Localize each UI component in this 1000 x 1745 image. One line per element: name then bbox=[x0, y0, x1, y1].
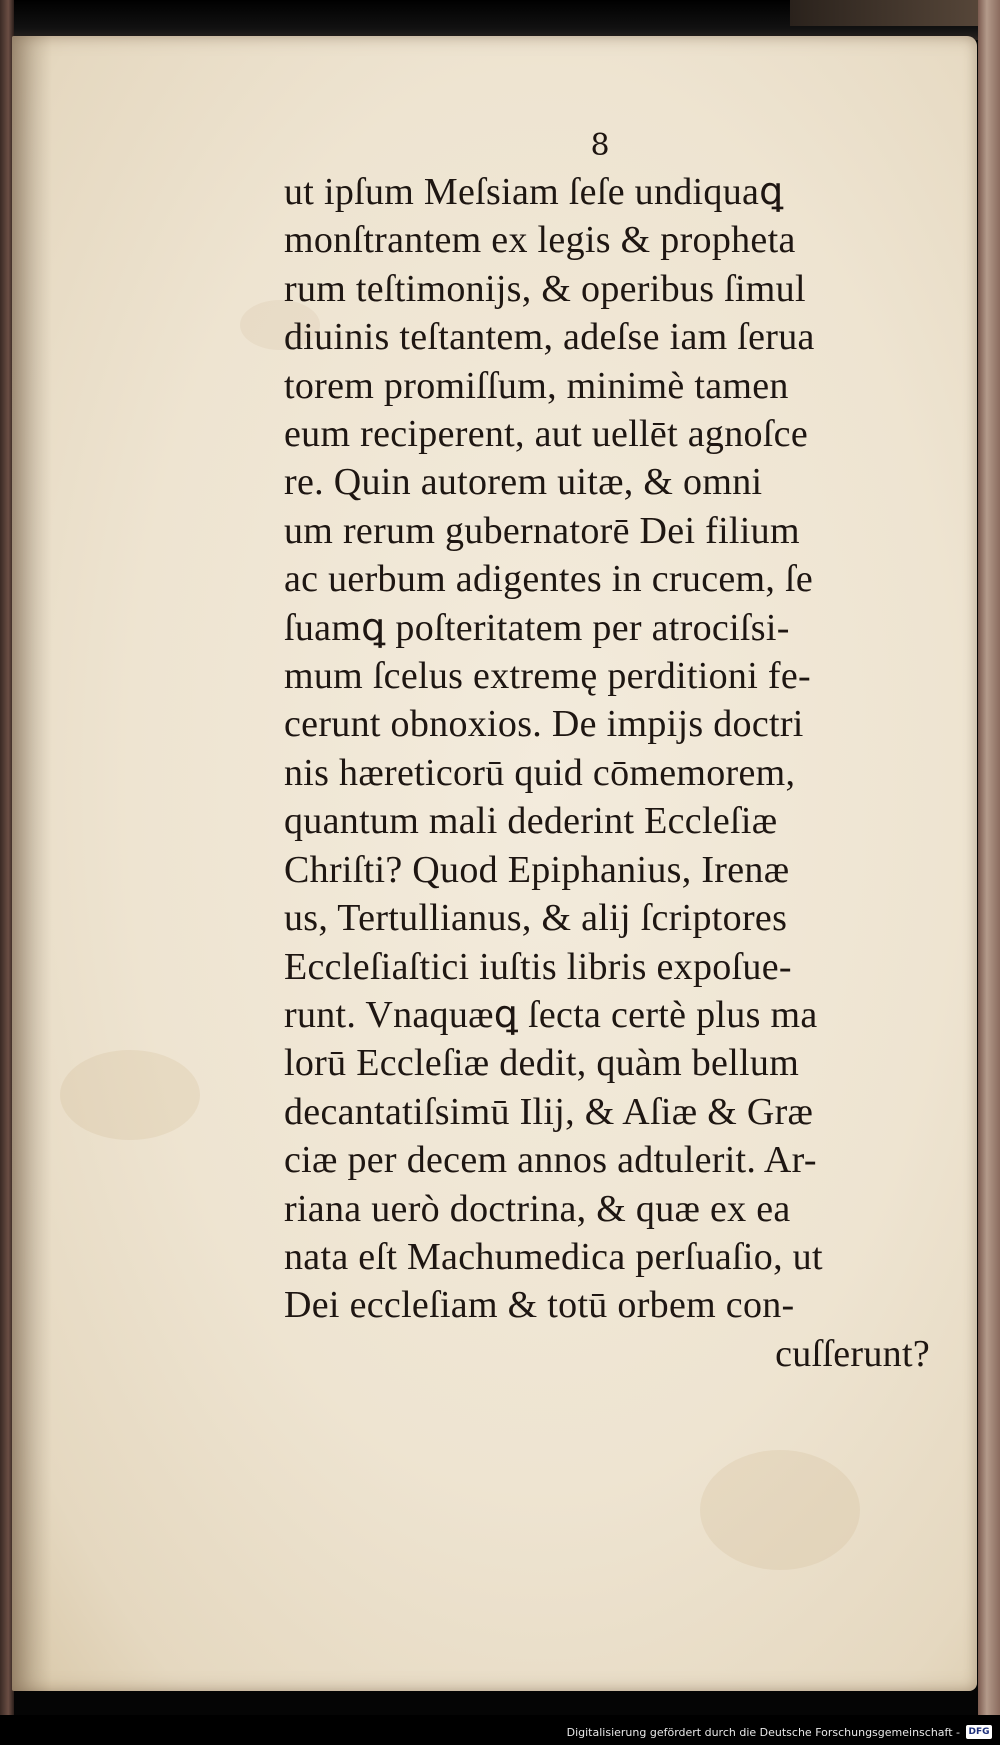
text-line: mum ſcelus extremę perditioni fe- bbox=[284, 655, 811, 698]
text-line: ac uerbum adigentes in crucem, ſe bbox=[284, 558, 814, 601]
text-line-last: cuſſerunt? bbox=[775, 1332, 930, 1375]
text-line: diuinis teſtantem, adeſse iam ſerua bbox=[284, 316, 815, 359]
digitization-credit: Digitalisierung gefördert durch die Deutsche Forschungsgemeinschaft - bbox=[566, 1726, 960, 1739]
text-line: eum reciperent, aut uellēt agnoſce bbox=[284, 413, 808, 456]
text-line: nata eſt Machumedica perſuaſio, ut bbox=[284, 1235, 823, 1278]
book-cover-corner bbox=[790, 0, 1000, 26]
paper-stain bbox=[700, 1450, 860, 1570]
text-line: ut ipſum Meſsiam ſeſe undiquaꝗ bbox=[284, 171, 784, 213]
text-line: re. Quin autorem uitæ, & omni bbox=[284, 461, 763, 504]
text-line: runt. Vnaquæꝗ ſecta certè plus ma bbox=[284, 993, 818, 1036]
text-line: ſuamꝗ poſteritatem per atrociſsi- bbox=[284, 606, 790, 649]
text-line: torem promiſſum, minimè tamen bbox=[284, 364, 789, 407]
text-line: Chriſti? Quod Epiphanius, Irenæ bbox=[284, 848, 790, 891]
footer-bar bbox=[0, 1715, 1000, 1745]
text-line: rum teſtimonijs, & operibus ſimul bbox=[284, 267, 806, 310]
text-line: riana uerò doctrina, & quæ ex ea bbox=[284, 1187, 791, 1230]
body-text bbox=[284, 168, 964, 1378]
text-line: quantum mali dederint Eccleſiæ bbox=[284, 800, 778, 843]
book-fore-edge bbox=[978, 0, 1000, 1745]
text-line: lorū Eccleſiæ dedit, quàm bellum bbox=[284, 1042, 800, 1085]
paper-stain bbox=[60, 1050, 200, 1140]
page-gutter-shadow bbox=[12, 36, 52, 1691]
text-line: Dei eccleſiam & totū orbem con- bbox=[284, 1284, 795, 1327]
text-line: decantatiſsimū Ilij, & Aſiæ & Græ bbox=[284, 1090, 814, 1133]
dfg-logo: DFG bbox=[966, 1725, 992, 1739]
text-line: us, Tertullianus, & alij ſcriptores bbox=[284, 897, 788, 940]
text-line: cerunt obnoxios. De impijs doctri bbox=[284, 703, 804, 746]
page-number: 8 bbox=[590, 128, 610, 163]
text-line: um rerum gubernatorē Dei filium bbox=[284, 509, 800, 552]
text-line: monſtrantem ex legis & propheta bbox=[284, 219, 796, 262]
text-line: nis hæreticorū quid cōmemorem, bbox=[284, 751, 796, 794]
text-line: Eccleſiaſtici iuſtis libris expoſue- bbox=[284, 945, 792, 988]
text-line: ciæ per decem annos adtulerit. Ar- bbox=[284, 1139, 817, 1182]
